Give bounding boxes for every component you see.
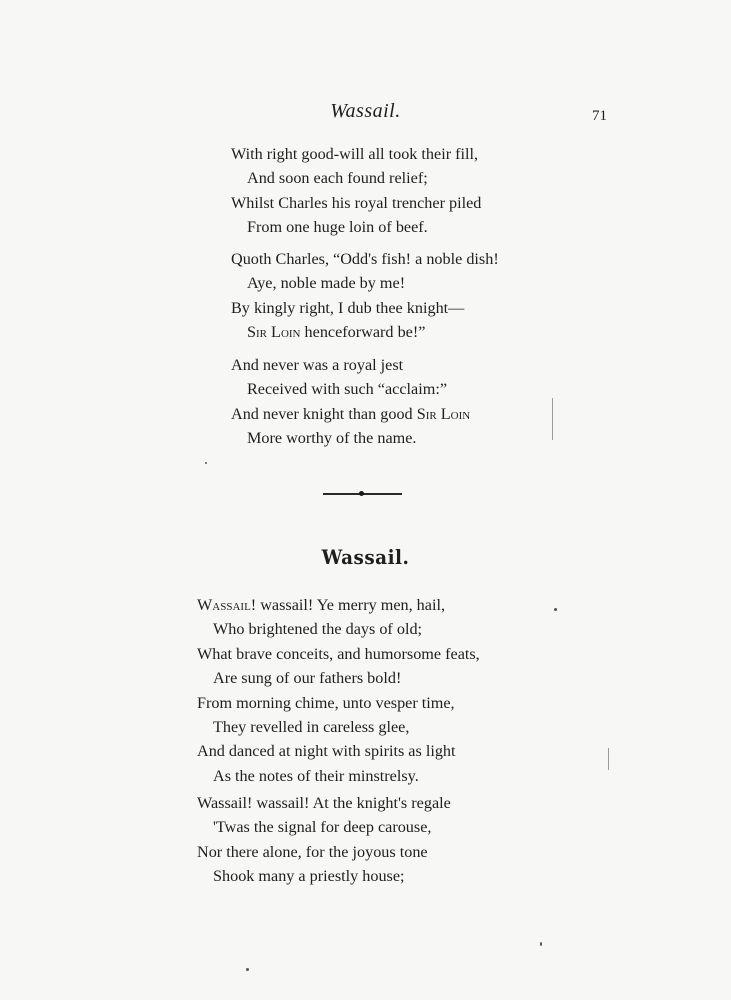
running-head: Wassail. [330,100,401,122]
poem-line-post: henceforward be!” [300,323,426,342]
poem-line-pre: And never knight than good [231,404,417,423]
stanza [231,247,499,345]
poem-line: 'Twas the signal for deep carouse, [213,818,432,837]
poem-line: Wassail! wassail! At the knight's regale [197,794,451,812]
poem-line: Shook many a priestly house; [213,867,405,886]
poem-line: More worthy of the name. [247,429,417,448]
page-number: 71 [592,108,607,124]
poem-line [231,320,499,344]
scan-mark [552,398,553,440]
poem-line: By kingly right, I dub thee knight— [231,298,465,317]
stanza [231,142,481,240]
small-caps-name: Sir Loin [416,404,471,423]
poem-line [231,402,470,426]
poem-line: Are sung of our fathers bold! [213,669,402,688]
poem-line: Received with such “acclaim:” [247,380,448,399]
poem-line: Whilst Charles his royal trencher piled [231,193,482,212]
poem-line: Aye, noble made by me! [247,274,406,293]
section-title: Wassail. [321,545,410,569]
poem-line: Nor there alone, for the joyous tone [197,842,428,861]
stanza [197,593,480,788]
scan-speck [540,942,542,946]
poem-line: What brave conceits, and humorsome feats, [197,644,480,663]
scan-speck [554,608,557,611]
poem-line: Quoth Charles, “Odd's fish! a noble dish! [231,250,499,268]
poem-line: As the notes of their minstrelsy. [213,766,419,785]
poem-line: Who brightened the days of old; [213,620,423,639]
poem-line: From one huge loin of beef. [247,218,428,237]
divider-ornament-dot [359,491,364,496]
small-caps-name: Sir Loin [247,323,301,342]
scan-speck [205,462,207,464]
poem-line: And danced at night with spirits as light [197,742,456,761]
poem-line: With right good-will all took their fill, [231,145,479,163]
scan-speck [246,968,249,971]
poem-line: They revelled in careless glee, [213,718,410,737]
poem-line: From morning chime, unto vesper time, [197,693,455,712]
stanza [197,791,451,889]
scan-mark [608,748,609,770]
poem-line-post: ! wassail! Ye merry men, hail, [250,596,446,614]
poem-line: And soon each found relief; [247,169,428,188]
stanza [231,353,470,451]
poem-line: And never was a royal jest [231,356,404,374]
small-caps-word: Wassail [197,596,251,614]
poem-line [197,593,480,617]
